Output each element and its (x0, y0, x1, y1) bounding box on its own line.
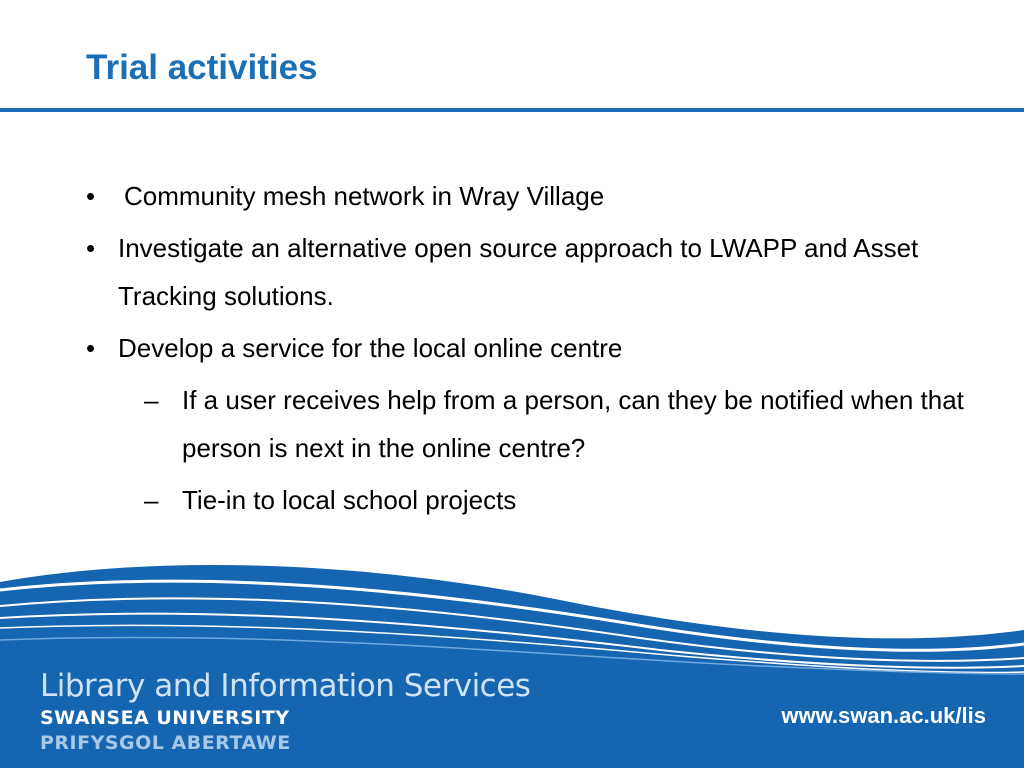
sub-bullet-text: Tie-in to local school projects (182, 485, 517, 515)
department-name: Library and Information Services (40, 668, 531, 704)
sub-bullet-item (86, 376, 986, 472)
bullet-text: Develop a service for the local online centre (118, 333, 623, 363)
website-url: www.swan.ac.uk/lis (781, 703, 986, 728)
title-divider (0, 108, 1024, 112)
slide-content (86, 172, 986, 528)
slide-title: Trial activities (86, 48, 318, 87)
bullet-item (86, 324, 986, 372)
sub-bullet-text: If a user receives help from a person, can they be notified when that person is next in the online centre? (182, 385, 964, 463)
sub-bullet-item (86, 476, 986, 524)
bullet-marker: • (86, 181, 96, 211)
sub-bullet-marker: – (144, 485, 159, 515)
bullet-item (86, 224, 986, 320)
bullet-marker: • (86, 333, 96, 363)
sub-bullet-marker: – (144, 385, 159, 415)
university-name-welsh: PRIFYSGOL ABERTAWE (40, 732, 291, 754)
bullet-item (86, 172, 986, 220)
university-name-english: SWANSEA UNIVERSITY (40, 707, 290, 729)
bullet-marker: • (86, 233, 96, 263)
bullet-text: Community mesh network in Wray Village (124, 181, 605, 211)
bullet-text: Investigate an alternative open source approach to LWAPP and Asset Tracking solutions. (118, 233, 919, 311)
